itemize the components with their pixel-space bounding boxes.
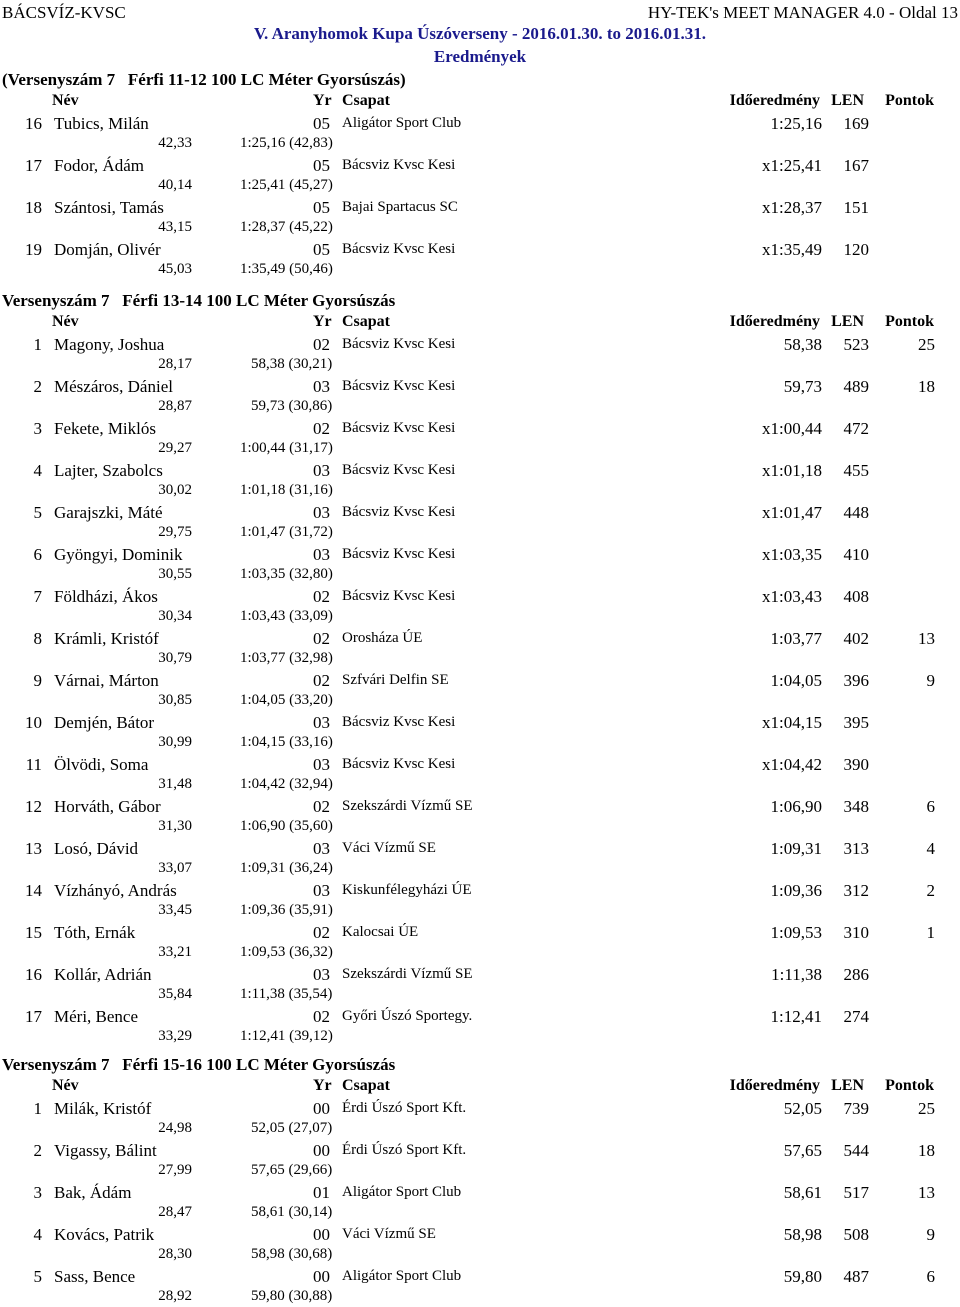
split-50: 40,14 xyxy=(158,177,192,193)
final-time: 1:03,77 xyxy=(770,629,822,648)
final-time: 58,38 xyxy=(783,335,822,354)
birth-year: 02 xyxy=(313,923,330,942)
swimmer-name: Földházi, Ákos xyxy=(54,587,158,606)
score-points: 13 xyxy=(918,629,935,648)
split-50: 30,55 xyxy=(158,566,192,582)
swimmer-name: Milák, Kristóf xyxy=(54,1099,152,1118)
len-points: 402 xyxy=(843,629,869,648)
len-points: 472 xyxy=(843,419,869,438)
place: 9 xyxy=(33,671,42,690)
len-points: 544 xyxy=(843,1141,869,1160)
split-100: 1:35,49 (50,46) xyxy=(240,261,333,277)
split-100: 1:04,42 (32,94) xyxy=(240,776,333,792)
birth-year: 03 xyxy=(313,755,330,774)
final-time: x1:35,49 xyxy=(762,240,822,259)
col-header-team: Csapat xyxy=(342,313,391,330)
split-100: 1:25,41 (45,27) xyxy=(240,177,333,193)
swimmer-name: Kollár, Adrián xyxy=(54,965,152,984)
final-time: x1:04,42 xyxy=(762,755,822,774)
split-100: 57,65 (29,66) xyxy=(251,1162,333,1178)
split-50: 33,29 xyxy=(158,1028,192,1044)
split-50: 29,27 xyxy=(158,440,192,456)
split-100: 1:28,37 (45,22) xyxy=(240,219,333,235)
split-50: 30,99 xyxy=(158,734,192,750)
col-header-time: Időeredmény xyxy=(729,313,820,330)
team-name: Szekszárdi Vízmű SE xyxy=(342,798,473,814)
team-name: Kalocsai ÚE xyxy=(342,924,419,940)
len-points: 408 xyxy=(843,587,869,606)
score-points: 13 xyxy=(918,1183,935,1202)
col-header-yr: Yr xyxy=(313,313,332,330)
birth-year: 03 xyxy=(313,839,330,858)
split-100: 1:01,47 (31,72) xyxy=(240,524,333,540)
team-name: Bácsviz Kvsc Kesi xyxy=(342,241,456,257)
section-title: Versenyszám 7 Férfi 13-14 100 LC Méter Gyorsúszás xyxy=(2,291,396,310)
len-points: 396 xyxy=(843,671,869,690)
birth-year: 00 xyxy=(313,1141,330,1160)
split-100: 1:01,18 (31,16) xyxy=(240,482,333,498)
team-name: Bácsviz Kvsc Kesi xyxy=(342,420,456,436)
place: 7 xyxy=(33,587,42,606)
birth-year: 05 xyxy=(313,156,330,175)
col-header-team: Csapat xyxy=(342,1077,391,1094)
place: 16 xyxy=(25,965,42,984)
len-points: 348 xyxy=(843,797,869,816)
birth-year: 02 xyxy=(313,419,330,438)
place: 4 xyxy=(33,461,42,480)
birth-year: 03 xyxy=(313,377,330,396)
score-points: 18 xyxy=(918,1141,935,1160)
results-subtitle: Eredmények xyxy=(433,47,527,66)
split-50: 30,34 xyxy=(158,608,192,624)
team-name: Bácsviz Kvsc Kesi xyxy=(342,714,456,730)
col-header-time: Időeredmény xyxy=(729,1077,820,1094)
team-name: Bácsviz Kvsc Kesi xyxy=(342,336,456,352)
place: 19 xyxy=(25,240,42,259)
score-points: 9 xyxy=(926,671,935,690)
split-100: 1:09,53 (36,32) xyxy=(240,944,333,960)
final-time: 1:06,90 xyxy=(770,797,822,816)
col-header-yr: Yr xyxy=(313,1077,332,1094)
split-50: 28,30 xyxy=(158,1246,192,1262)
swimmer-name: Vízhányó, András xyxy=(54,881,177,900)
final-time: 1:12,41 xyxy=(770,1007,822,1026)
col-header-name: Név xyxy=(52,313,79,330)
split-50: 35,84 xyxy=(158,986,192,1002)
swimmer-name: Méri, Bence xyxy=(54,1007,139,1026)
place: 8 xyxy=(33,629,42,648)
team-name: Győri Úszó Sportegy. xyxy=(342,1008,473,1024)
birth-year: 00 xyxy=(313,1225,330,1244)
len-points: 487 xyxy=(843,1267,869,1286)
split-50: 33,07 xyxy=(158,860,192,876)
split-50: 45,03 xyxy=(158,261,192,277)
split-100: 1:06,90 (35,60) xyxy=(240,818,333,834)
place: 3 xyxy=(33,419,42,438)
col-header-yr: Yr xyxy=(313,92,332,109)
swimmer-name: Lajter, Szabolcs xyxy=(54,461,163,480)
place: 11 xyxy=(25,755,42,774)
place: 5 xyxy=(33,503,42,522)
birth-year: 03 xyxy=(313,713,330,732)
place: 17 xyxy=(25,156,42,175)
team-name: Bácsviz Kvsc Kesi xyxy=(342,504,456,520)
final-time: x1:01,18 xyxy=(762,461,822,480)
place: 15 xyxy=(25,923,42,942)
len-points: 151 xyxy=(843,198,869,217)
place: 1 xyxy=(33,335,42,354)
team-name: Bajai Spartacus SC xyxy=(342,199,458,215)
team-name: Szfvári Delfin SE xyxy=(342,672,449,688)
final-time: 1:09,31 xyxy=(770,839,822,858)
split-100: 1:04,05 (33,20) xyxy=(240,692,333,708)
col-header-len: LEN xyxy=(831,92,864,109)
col-header-len: LEN xyxy=(831,313,864,330)
col-header-points: Pontok xyxy=(885,1077,934,1094)
final-time: 1:09,36 xyxy=(770,881,822,900)
score-points: 25 xyxy=(918,335,935,354)
swimmer-name: Gyöngyi, Dominik xyxy=(54,545,183,564)
split-50: 33,45 xyxy=(158,902,192,918)
col-header-len: LEN xyxy=(831,1077,864,1094)
split-50: 42,33 xyxy=(158,135,192,151)
score-points: 6 xyxy=(926,1267,935,1286)
col-header-team: Csapat xyxy=(342,92,391,109)
final-time: 1:04,05 xyxy=(770,671,822,690)
split-100: 1:00,44 (31,17) xyxy=(240,440,333,456)
score-points: 18 xyxy=(918,377,935,396)
split-50: 30,02 xyxy=(158,482,192,498)
len-points: 489 xyxy=(843,377,869,396)
birth-year: 02 xyxy=(313,587,330,606)
swimmer-name: Fekete, Miklós xyxy=(54,419,156,438)
len-points: 312 xyxy=(843,881,869,900)
meet-title: V. Aranyhomok Kupa Úszóverseny - 2016.01.30. to 2016.01.31. xyxy=(253,24,707,43)
final-time: x1:03,35 xyxy=(762,545,822,564)
split-50: 30,79 xyxy=(158,650,192,666)
len-points: 395 xyxy=(843,713,869,732)
split-50: 33,21 xyxy=(158,944,192,960)
team-name: Bácsviz Kvsc Kesi xyxy=(342,157,456,173)
team-name: Aligátor Sport Club xyxy=(342,1184,462,1200)
team-name: Szekszárdi Vízmű SE xyxy=(342,966,473,982)
split-50: 27,99 xyxy=(158,1162,192,1178)
len-points: 167 xyxy=(843,156,869,175)
split-100: 1:03,77 (32,98) xyxy=(240,650,333,666)
split-50: 43,15 xyxy=(158,219,192,235)
final-time: 1:25,16 xyxy=(770,114,822,133)
place: 12 xyxy=(25,797,42,816)
final-time: x1:04,15 xyxy=(762,713,822,732)
split-50: 31,48 xyxy=(158,776,192,792)
score-points: 2 xyxy=(926,881,935,900)
final-time: 59,73 xyxy=(783,377,822,396)
swimmer-name: Garajszki, Máté xyxy=(54,503,163,522)
swimmer-name: Ölvödi, Soma xyxy=(54,755,149,774)
len-points: 313 xyxy=(843,839,869,858)
swimmer-name: Szántosi, Tamás xyxy=(54,198,164,217)
place: 17 xyxy=(25,1007,42,1026)
final-time: x1:03,43 xyxy=(762,587,822,606)
swimmer-name: Demjén, Bátor xyxy=(54,713,155,732)
team-name: Bácsviz Kvsc Kesi xyxy=(342,546,456,562)
swimmer-name: Várnai, Márton xyxy=(54,671,159,690)
len-points: 390 xyxy=(843,755,869,774)
swimmer-name: Magony, Joshua xyxy=(54,335,165,354)
final-time: 1:11,38 xyxy=(771,965,822,984)
place: 16 xyxy=(25,114,42,133)
len-points: 739 xyxy=(843,1099,869,1118)
len-points: 523 xyxy=(843,335,869,354)
team-name: Orosháza ÚE xyxy=(342,630,423,646)
split-50: 30,85 xyxy=(158,692,192,708)
team-name: Aligátor Sport Club xyxy=(342,1268,462,1284)
section-title: Versenyszám 7 Férfi 15-16 100 LC Méter Gyorsúszás xyxy=(2,1055,396,1074)
len-points: 455 xyxy=(843,461,869,480)
split-50: 29,75 xyxy=(158,524,192,540)
split-100: 52,05 (27,07) xyxy=(251,1120,333,1136)
place: 4 xyxy=(33,1225,42,1244)
birth-year: 02 xyxy=(313,335,330,354)
birth-year: 03 xyxy=(313,545,330,564)
score-points: 25 xyxy=(918,1099,935,1118)
birth-year: 01 xyxy=(313,1183,330,1202)
swimmer-name: Tubics, Milán xyxy=(54,114,149,133)
final-time: 58,98 xyxy=(783,1225,822,1244)
birth-year: 03 xyxy=(313,881,330,900)
place: 1 xyxy=(33,1099,42,1118)
section-title: (Versenyszám 7 Férfi 11-12 100 LC Méter Gyorsúszás) xyxy=(2,70,406,89)
split-100: 58,38 (30,21) xyxy=(251,356,333,372)
swimmer-name: Mészáros, Dániel xyxy=(54,377,173,396)
swimmer-name: Horváth, Gábor xyxy=(54,797,161,816)
swimmer-name: Losó, Dávid xyxy=(54,839,139,858)
place: 6 xyxy=(33,545,42,564)
swimmer-name: Domján, Olivér xyxy=(54,240,161,259)
final-time: x1:00,44 xyxy=(762,419,822,438)
split-50: 28,17 xyxy=(158,356,192,372)
len-points: 120 xyxy=(843,240,869,259)
col-header-time: Időeredmény xyxy=(729,92,820,109)
split-100: 1:09,31 (36,24) xyxy=(240,860,333,876)
split-50: 31,30 xyxy=(158,818,192,834)
split-100: 59,73 (30,86) xyxy=(251,398,333,414)
split-100: 59,80 (30,88) xyxy=(251,1288,333,1304)
birth-year: 00 xyxy=(313,1267,330,1286)
col-header-name: Név xyxy=(52,1077,79,1094)
team-name: Váci Vízmű SE xyxy=(342,1226,436,1242)
len-points: 274 xyxy=(843,1007,869,1026)
final-time: x1:28,37 xyxy=(762,198,822,217)
birth-year: 05 xyxy=(313,114,330,133)
team-name: Bácsviz Kvsc Kesi xyxy=(342,378,456,394)
split-100: 1:04,15 (33,16) xyxy=(240,734,333,750)
split-100: 1:25,16 (42,83) xyxy=(240,135,333,151)
birth-year: 05 xyxy=(313,198,330,217)
swimmer-name: Kovács, Patrik xyxy=(54,1225,155,1244)
split-50: 28,87 xyxy=(158,398,192,414)
final-time: 52,05 xyxy=(783,1099,822,1118)
team-name: Érdi Úszó Sport Kft. xyxy=(342,1142,467,1158)
team-name: Bácsviz Kvsc Kesi xyxy=(342,462,456,478)
len-points: 448 xyxy=(843,503,869,522)
birth-year: 02 xyxy=(313,797,330,816)
place: 13 xyxy=(25,839,42,858)
final-time: 57,65 xyxy=(783,1141,822,1160)
score-points: 1 xyxy=(926,923,935,942)
team-name: Bácsviz Kvsc Kesi xyxy=(342,588,456,604)
score-points: 6 xyxy=(926,797,935,816)
split-100: 58,61 (30,14) xyxy=(251,1204,333,1220)
split-100: 1:09,36 (35,91) xyxy=(240,902,333,918)
len-points: 310 xyxy=(843,923,869,942)
swimmer-name: Sass, Bence xyxy=(54,1267,136,1286)
len-points: 410 xyxy=(843,545,869,564)
split-100: 1:03,35 (32,80) xyxy=(240,566,333,582)
place: 18 xyxy=(25,198,42,217)
len-points: 286 xyxy=(843,965,869,984)
split-100: 1:03,43 (33,09) xyxy=(240,608,333,624)
birth-year: 02 xyxy=(313,1007,330,1026)
birth-year: 03 xyxy=(313,503,330,522)
score-points: 9 xyxy=(926,1225,935,1244)
place: 3 xyxy=(33,1183,42,1202)
col-header-points: Pontok xyxy=(885,92,934,109)
score-points: 4 xyxy=(926,839,935,858)
place: 14 xyxy=(25,881,42,900)
birth-year: 02 xyxy=(313,629,330,648)
split-50: 28,92 xyxy=(158,1288,192,1304)
place: 2 xyxy=(33,377,42,396)
swimmer-name: Vigassy, Bálint xyxy=(54,1141,157,1160)
split-50: 24,98 xyxy=(158,1120,192,1136)
len-points: 169 xyxy=(843,114,869,133)
split-100: 58,98 (30,68) xyxy=(251,1246,333,1262)
final-time: 59,80 xyxy=(783,1267,822,1286)
swimmer-name: Krámli, Kristóf xyxy=(54,629,159,648)
header-right: HY-TEK's MEET MANAGER 4.0 - Oldal 13 xyxy=(647,3,958,22)
birth-year: 03 xyxy=(313,965,330,984)
place: 10 xyxy=(25,713,42,732)
final-time: x1:01,47 xyxy=(762,503,822,522)
place: 5 xyxy=(33,1267,42,1286)
split-50: 28,47 xyxy=(158,1204,192,1220)
team-name: Érdi Úszó Sport Kft. xyxy=(342,1100,467,1116)
col-header-points: Pontok xyxy=(885,313,934,330)
team-name: Kiskunfélegyházi ÚE xyxy=(342,882,472,898)
team-name: Aligátor Sport Club xyxy=(342,115,462,131)
place: 2 xyxy=(33,1141,42,1160)
len-points: 517 xyxy=(843,1183,869,1202)
final-time: x1:25,41 xyxy=(762,156,822,175)
header-left: BÁCSVÍZ-KVSC xyxy=(2,3,126,22)
birth-year: 05 xyxy=(313,240,330,259)
final-time: 58,61 xyxy=(783,1183,822,1202)
split-100: 1:11,38 (35,54) xyxy=(240,986,333,1002)
len-points: 508 xyxy=(843,1225,869,1244)
swimmer-name: Fodor, Ádám xyxy=(54,156,144,175)
col-header-name: Név xyxy=(52,92,79,109)
birth-year: 02 xyxy=(313,671,330,690)
swimmer-name: Tóth, Ernák xyxy=(54,923,136,942)
birth-year: 03 xyxy=(313,461,330,480)
split-100: 1:12,41 (39,12) xyxy=(240,1028,333,1044)
birth-year: 00 xyxy=(313,1099,330,1118)
team-name: Váci Vízmű SE xyxy=(342,840,436,856)
swimmer-name: Bak, Ádám xyxy=(54,1183,132,1202)
team-name: Bácsviz Kvsc Kesi xyxy=(342,756,456,772)
final-time: 1:09,53 xyxy=(770,923,822,942)
